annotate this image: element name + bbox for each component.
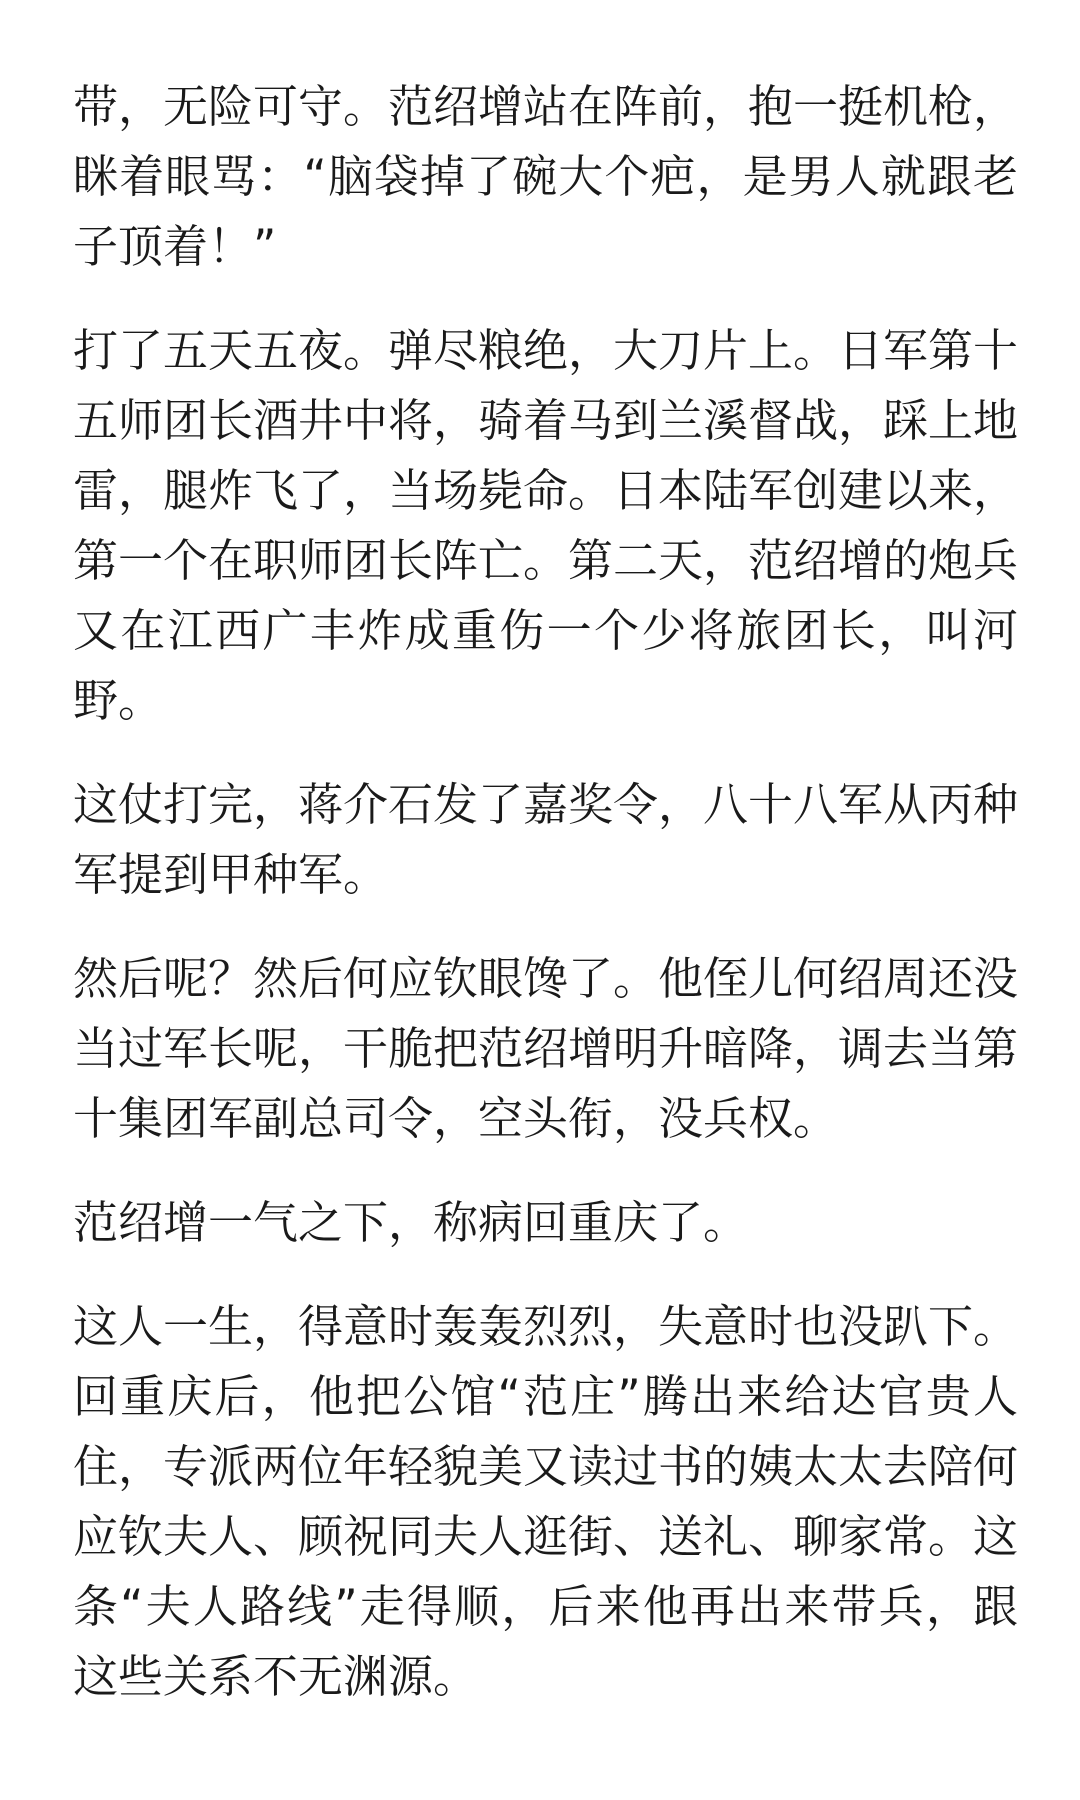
paragraph: 这人一生，得意时轰轰烈烈，失意时也没趴下。回重庆后，他把公馆“范庄”腾出来给达官贵人住，专派两位年轻貌美又读过书的姨太太去陪何应钦夫人、顾祝同夫人逛街、送礼、聊家常。这条“夫人路线”走得顺，后来他再出来带兵，跟这些关系不无渊源。 bbox=[73, 1300, 1019, 1703]
paragraph: 这仗打完，蒋介石发了嘉奖令，八十八军从丙种军提到甲种军。 bbox=[73, 778, 1019, 901]
article-body bbox=[73, 72, 1018, 1746]
paragraph: 带，无险可守。范绍增站在阵前，抱一挺机枪，眯着眼骂：“脑袋掉了碗大个疤，是男人就跟老子顶着！” bbox=[73, 80, 1019, 273]
paragraph: 然后呢？然后何应钦眼馋了。他侄儿何绍周还没当过军长呢，干脆把范绍增明升暗降，调去当第十集团军副总司令，空头衔，没兵权。 bbox=[73, 952, 1019, 1145]
paragraph: 打了五天五夜。弹尽粮绝，大刀片上。日军第十五师团长酒井中将，骑着马到兰溪督战，踩上地雷，腿炸飞了，当场毙命。日本陆军创建以来，第一个在职师团长阵亡。第二天，范绍增的炮兵又在江西广丰炸成重伤一个少将旅团长，叫河野。 bbox=[73, 324, 1019, 727]
paragraph: 范绍增一气之下，称病回重庆了。 bbox=[73, 1196, 749, 1249]
